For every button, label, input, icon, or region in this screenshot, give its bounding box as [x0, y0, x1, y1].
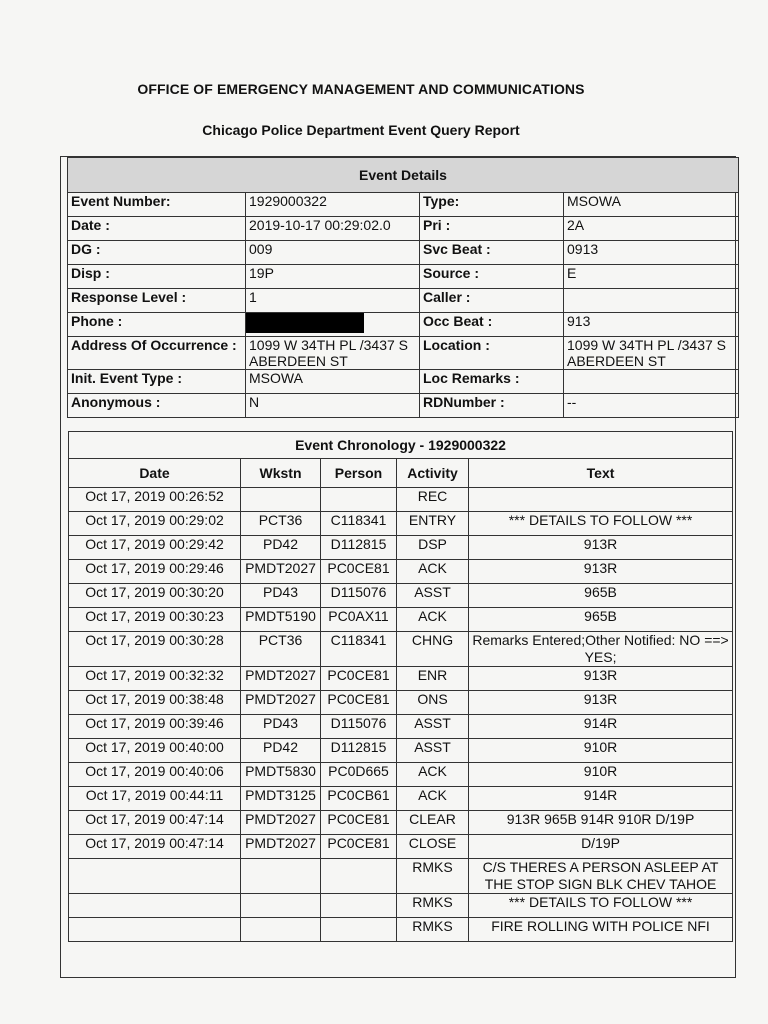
details-value [564, 289, 739, 313]
details-label: RDNumber : [420, 394, 564, 418]
details-row [68, 265, 739, 289]
wkstn-cell: PD42 [241, 536, 321, 560]
activity-cell: CLOSE [397, 835, 469, 859]
activity-cell: ENTRY [397, 512, 469, 536]
text-cell: 913R 965B 914R 910R D/19P [469, 811, 733, 835]
person-cell [321, 859, 397, 894]
column-header: Date [69, 459, 241, 488]
text-cell: D/19P [469, 835, 733, 859]
details-label: Date : [68, 217, 246, 241]
person-cell [321, 918, 397, 942]
chronology-row [69, 667, 733, 691]
chronology-row [69, 560, 733, 584]
wkstn-cell: PMDT5830 [241, 763, 321, 787]
details-value: 1 [246, 289, 420, 313]
details-value: 19P [246, 265, 420, 289]
activity-cell: ACK [397, 787, 469, 811]
wkstn-cell: PMDT2027 [241, 835, 321, 859]
details-value: N [246, 394, 420, 418]
event-details-heading: Event Details [68, 158, 739, 193]
details-label: Location : [420, 337, 564, 370]
chronology-row [69, 715, 733, 739]
date-cell [69, 894, 241, 918]
date-cell: Oct 17, 2019 00:32:32 [69, 667, 241, 691]
activity-cell: ONS [397, 691, 469, 715]
wkstn-cell [241, 488, 321, 512]
details-value: 2019-10-17 00:29:02.0 [246, 217, 420, 241]
chronology-row [69, 859, 733, 894]
activity-cell: ASST [397, 739, 469, 763]
details-row [68, 337, 739, 370]
wkstn-cell: PD43 [241, 584, 321, 608]
details-value [246, 313, 420, 337]
report-sheet [60, 156, 736, 978]
wkstn-cell: PCT36 [241, 632, 321, 667]
text-cell: 914R [469, 715, 733, 739]
details-value: 009 [246, 241, 420, 265]
person-cell: PC0CE81 [321, 811, 397, 835]
text-cell: 913R [469, 536, 733, 560]
event-chronology-heading: Event Chronology - 1929000322 [69, 432, 733, 459]
activity-cell: RMKS [397, 918, 469, 942]
chronology-row [69, 763, 733, 787]
column-header: Person [321, 459, 397, 488]
details-row [68, 193, 739, 217]
details-value: -- [564, 394, 739, 418]
date-cell: Oct 17, 2019 00:29:42 [69, 536, 241, 560]
date-cell: Oct 17, 2019 00:40:00 [69, 739, 241, 763]
text-cell: 913R [469, 560, 733, 584]
wkstn-cell: PD42 [241, 739, 321, 763]
activity-cell: RMKS [397, 894, 469, 918]
chronology-header-row [69, 459, 733, 488]
activity-cell: ACK [397, 560, 469, 584]
event-chronology-table [68, 431, 733, 942]
text-cell: C/S THERES A PERSON ASLEEP AT THE STOP SIGN BLK CHEV TAHOE [469, 859, 733, 894]
wkstn-cell: PMDT2027 [241, 667, 321, 691]
person-cell [321, 894, 397, 918]
details-value [564, 370, 739, 394]
wkstn-cell [241, 918, 321, 942]
details-value: 1929000322 [246, 193, 420, 217]
chronology-row [69, 739, 733, 763]
details-label: Disp : [68, 265, 246, 289]
date-cell: Oct 17, 2019 00:40:06 [69, 763, 241, 787]
text-cell: 965B [469, 608, 733, 632]
wkstn-cell: PMDT2027 [241, 560, 321, 584]
date-cell: Oct 17, 2019 00:47:14 [69, 811, 241, 835]
details-row [68, 241, 739, 265]
chronology-row [69, 632, 733, 667]
activity-cell: ASST [397, 715, 469, 739]
person-cell: PC0CB61 [321, 787, 397, 811]
details-value: 913 [564, 313, 739, 337]
details-label: Caller : [420, 289, 564, 313]
column-header: Activity [397, 459, 469, 488]
activity-cell: DSP [397, 536, 469, 560]
person-cell: PC0CE81 [321, 691, 397, 715]
details-row [68, 313, 739, 337]
date-cell: Oct 17, 2019 00:47:14 [69, 835, 241, 859]
chronology-row [69, 608, 733, 632]
text-cell: 910R [469, 763, 733, 787]
column-header: Wkstn [241, 459, 321, 488]
date-cell: Oct 17, 2019 00:29:02 [69, 512, 241, 536]
wkstn-cell [241, 894, 321, 918]
person-cell [321, 488, 397, 512]
details-label: Type: [420, 193, 564, 217]
column-header: Text [469, 459, 733, 488]
date-cell [69, 859, 241, 894]
text-cell: 913R [469, 667, 733, 691]
details-row [68, 394, 739, 418]
wkstn-cell [241, 859, 321, 894]
text-cell: 914R [469, 787, 733, 811]
chronology-row [69, 691, 733, 715]
text-cell: 913R [469, 691, 733, 715]
details-value: 2A [564, 217, 739, 241]
wkstn-cell: PD43 [241, 715, 321, 739]
person-cell: D112815 [321, 536, 397, 560]
text-cell: 965B [469, 584, 733, 608]
activity-cell: ENR [397, 667, 469, 691]
person-cell: C118341 [321, 512, 397, 536]
details-value: 0913 [564, 241, 739, 265]
activity-cell: REC [397, 488, 469, 512]
activity-cell: RMKS [397, 859, 469, 894]
wkstn-cell: PMDT2027 [241, 691, 321, 715]
activity-cell: ASST [397, 584, 469, 608]
details-row [68, 217, 739, 241]
redaction-bar [246, 313, 365, 333]
chronology-row [69, 512, 733, 536]
person-cell: PC0D665 [321, 763, 397, 787]
date-cell: Oct 17, 2019 00:44:11 [69, 787, 241, 811]
person-cell: PC0CE81 [321, 560, 397, 584]
event-details-table [67, 157, 739, 418]
details-label: Address Of Occurrence : [68, 337, 246, 370]
chronology-row [69, 488, 733, 512]
details-value: MSOWA [564, 193, 739, 217]
details-value: 1099 W 34TH PL /3437 S ABERDEEN ST [246, 337, 420, 370]
details-label: Phone : [68, 313, 246, 337]
activity-cell: CLEAR [397, 811, 469, 835]
details-value: 1099 W 34TH PL /3437 S ABERDEEN ST [564, 337, 739, 370]
details-label: Init. Event Type : [68, 370, 246, 394]
chronology-row [69, 894, 733, 918]
date-cell: Oct 17, 2019 00:30:20 [69, 584, 241, 608]
person-cell: C118341 [321, 632, 397, 667]
date-cell: Oct 17, 2019 00:29:46 [69, 560, 241, 584]
chronology-row [69, 811, 733, 835]
date-cell: Oct 17, 2019 00:30:28 [69, 632, 241, 667]
details-label: Svc Beat : [420, 241, 564, 265]
wkstn-cell: PMDT2027 [241, 811, 321, 835]
text-cell: *** DETAILS TO FOLLOW *** [469, 512, 733, 536]
wkstn-cell: PMDT3125 [241, 787, 321, 811]
details-label: DG : [68, 241, 246, 265]
chronology-row [69, 835, 733, 859]
person-cell: PC0CE81 [321, 835, 397, 859]
details-row [68, 370, 739, 394]
date-cell [69, 918, 241, 942]
text-cell: *** DETAILS TO FOLLOW *** [469, 894, 733, 918]
date-cell: Oct 17, 2019 00:26:52 [69, 488, 241, 512]
details-value: MSOWA [246, 370, 420, 394]
person-cell: PC0AX11 [321, 608, 397, 632]
person-cell: D112815 [321, 739, 397, 763]
details-label: Occ Beat : [420, 313, 564, 337]
text-cell: Remarks Entered;Other Notified: NO ==> YES; [469, 632, 733, 667]
activity-cell: ACK [397, 608, 469, 632]
details-row [68, 289, 739, 313]
chronology-row [69, 536, 733, 560]
date-cell: Oct 17, 2019 00:38:48 [69, 691, 241, 715]
activity-cell: ACK [397, 763, 469, 787]
details-label: Event Number: [68, 193, 246, 217]
date-cell: Oct 17, 2019 00:39:46 [69, 715, 241, 739]
date-cell: Oct 17, 2019 00:30:23 [69, 608, 241, 632]
details-value: E [564, 265, 739, 289]
text-cell: FIRE ROLLING WITH POLICE NFI [469, 918, 733, 942]
wkstn-cell: PMDT5190 [241, 608, 321, 632]
wkstn-cell: PCT36 [241, 512, 321, 536]
chronology-row [69, 787, 733, 811]
text-cell [469, 488, 733, 512]
activity-cell: CHNG [397, 632, 469, 667]
details-label: Anonymous : [68, 394, 246, 418]
report-title: Chicago Police Department Event Query Report [202, 122, 520, 138]
details-label: Loc Remarks : [420, 370, 564, 394]
person-cell: PC0CE81 [321, 667, 397, 691]
chronology-row [69, 918, 733, 942]
person-cell: D115076 [321, 584, 397, 608]
org-heading: OFFICE OF EMERGENCY MANAGEMENT AND COMMUNICATIONS [137, 81, 585, 97]
person-cell: D115076 [321, 715, 397, 739]
text-cell: 910R [469, 739, 733, 763]
details-label: Source : [420, 265, 564, 289]
chronology-row [69, 584, 733, 608]
details-label: Response Level : [68, 289, 246, 313]
details-label: Pri : [420, 217, 564, 241]
